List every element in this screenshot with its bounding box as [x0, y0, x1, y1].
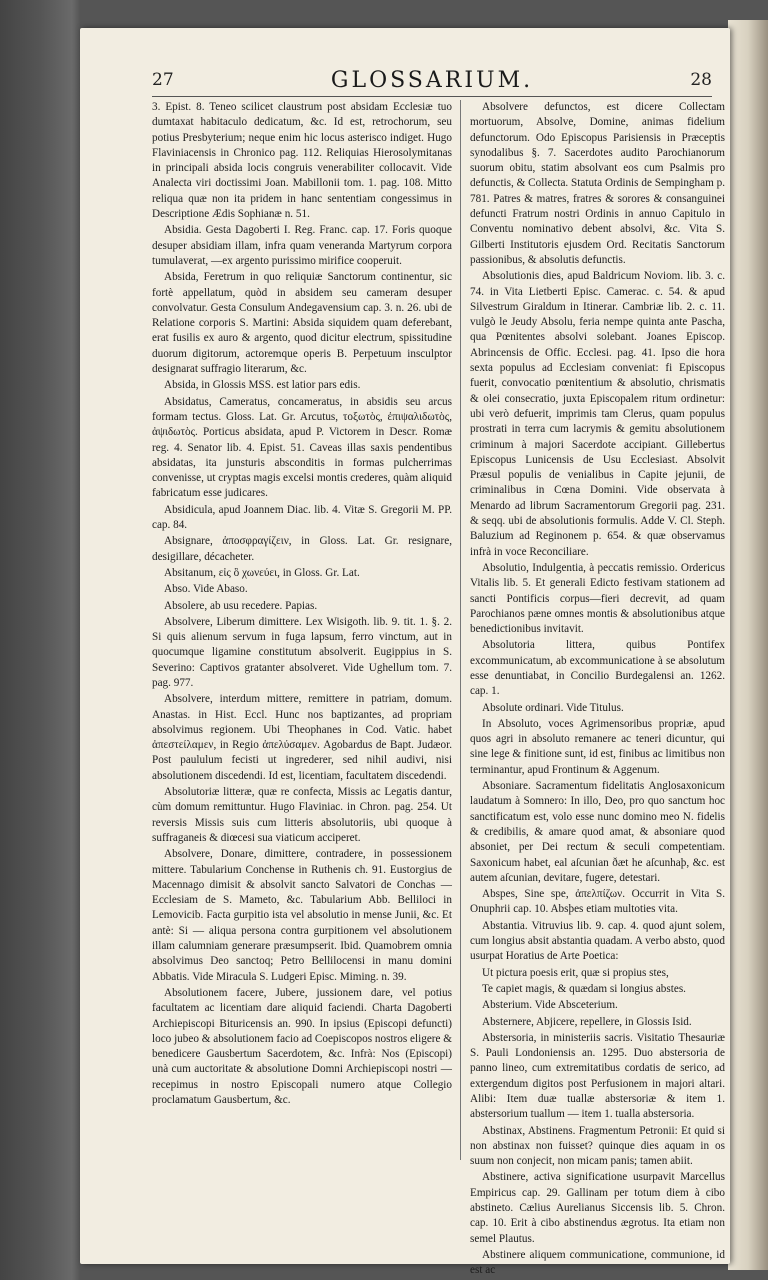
- page-number-left: 27: [152, 70, 174, 90]
- entry-paragraph: Abso. Vide Abaso.: [164, 583, 248, 596]
- right-column: [470, 100, 725, 1280]
- page-title: GLOSSARIUM.: [330, 68, 534, 93]
- entry-paragraph: Absternere, Abjicere, repellere, in Glossis Isid.: [482, 1015, 692, 1028]
- entry-paragraph: Abstersoria, in ministeriis sacris. Visitatio Thesauriæ S. Pauli Londoniensis an. 1295. Duo abstersoria de panno lineo, cum extremitatibus cordatis de serico, ad extergendum digitos post Perfusionem in majori altari. Alibi: Item duæ tuallæ abstersoriæ & item 1. abstersorium tuallum — item 1. tualla abstersoria.: [470, 1031, 725, 1121]
- left-column: [152, 100, 452, 1109]
- entry-paragraph: Absolvere, interdum mittere, remittere in patriam, domum. Anastas. in Hist. Eccl. Hunc nos baptizantes, ad propriam absolvimus regionem. Ubi Theophanes in Cod. Vatic. habet ἀπεστείλαμεν, in Regio ἀπελύσαμεν. Agobardus de Bapt. Judæor. Post paululum fecisti ut ingrederer, sed nihil audivi, nisi absolutionem discedendi. Id est, licentiam, facultatem discedendi.: [152, 693, 452, 782]
- next-page-edge: [728, 20, 768, 1270]
- entry-paragraph: Absitanum, εἰς ὃ χωνεύει, in Gloss. Gr. Lat.: [164, 566, 360, 579]
- running-header: [152, 68, 712, 98]
- entry-paragraph: Absolutoriæ litteræ, quæ re confecta, Missis ac Legatis dantur, cùm domum remittuntur. Hugo Flaviniac. in Chron. pag. 254. Ut reversis Missis suis cum litteris absolutoriis, ubi quoque à suffraganeis & diœcesi sua viaticum acciperet.: [152, 786, 452, 844]
- entry-paragraph: Absida, Feretrum in quo reliquiæ Sanctorum continentur, sic fortè appellatum, quòd in absidem seu cameram desuper convolvatur. Gesta Consulum Andegavensium cap. 3. n. 26. ubi de Relatione corporis S. Martini: Absida siquidem quam deferebant, erat fusilis ex auro & argento, quod dicitur electrum, spissitudine duorum digitorum, actoremque operis B. Perpetuum insculptor designarat suffragio literarum, &c.: [152, 271, 452, 376]
- entry-paragraph: Absolutionem facere, Jubere, jussionem dare, vel potius facultatem ac licentiam dare aliquid faciendi. Charta Dagoberti Archiepiscopi Bituricensis an. 990. In ipsius (Episcopi defuncti) loco jubeo & absolutionem facio ad Coepiscopos nostros eligere & benedicere Gausbertum Sacerdotem, &c. Infrà: Nos (Episcopi) unà cum auctoritate & absolutione Domni Archiepiscopi nostri — recepimus in nostro Episcopali numero atque Collegio proclamatum Gausbertum, &c.: [152, 986, 452, 1106]
- entry-paragraph: In Absoluto, voces Agrimensoribus propriæ, apud quos agri in absoluto remanere ac teneri dicuntur, qui sine lege & finitione sunt, id est, finibus ac limitibus non terminantur, apud Frontinum & Aggenum.: [470, 717, 725, 776]
- header-rule: [152, 96, 712, 97]
- entry-paragraph: 3. Epist. 8. Teneo scilicet claustrum post absidam Ecclesiæ tuo dumtaxat habitaculo dedicatum, &c. Id est, retrochorum, seu potius Presbyterium; neque enim hic locus asterisco indiget. Hugo Flaviniacensis in Chronico pag. 112. Reliquias Hierosolymitanas in principali absida locis congruis venerabiliter collocavit. Vide Analecta viri doctissimi Joan. Mabillonii tom. 1. pag. 108. Mitto reliqua quæ non ita pridem in hanc sententiam congessimus in Descriptione Ædis Sophianæ n. 51.: [152, 101, 452, 221]
- entry-paragraph: Absida, in Glossis MSS. est latior pars edis.: [164, 379, 361, 392]
- entry-paragraph: Absignare, ἀποσφραγίζειν, in Gloss. Lat. Gr. resignare, desigillare, décacheter.: [152, 535, 452, 563]
- entry-paragraph: Absterium. Vide Absceterium.: [482, 999, 618, 1012]
- entry-paragraph: Absolutio, Indulgentia, à peccatis remissio. Ordericus Vitalis lib. 5. Et generali Edicto festivam stationem ad sancti Pontificis corpus—fieri decrevit, ad quam Parochianos pæne omnes montis & absolutionibus atque benedictionibus invitavit.: [470, 561, 725, 636]
- entry-paragraph: Absolutoria littera, quibus Pontifex excommunicatum, ab excommunicatione à se absolutum esse denuntiabat, in Concilio Burdegalensi an. 1262. cap. 1.: [470, 639, 725, 698]
- entry-paragraph: Absolvere defunctos, est dicere Collectam mortuorum, Absolve, Domine, animas fidelium defunctorum. Odo Episcopus Parisiensis in Præceptis synodalibus §. 7. Sacerdotes audito Parochianorum suorum obitu, statim absolvant eos cum Psalmis pro defunctis, & Collecta. Statuta Ordinis de Sempingham p. 781. Patres & matres, fratres & sorores & consanguinei defuncti Fratrum nostri Ordinis in annuo Capitulo in Conventu nominativo debent absolvi, &c. Vita S. Gilberti Institutoris ejusdem Ord. Recitatis Sanctorum passionibus, & absolutis defunctis.: [470, 101, 725, 266]
- page-number-right: 28: [690, 70, 712, 90]
- entry-paragraph: Abstinax, Abstinens. Fragmentum Petronii: Et quid si non abstinax non fuisset? quinque dies aquam in os suum non conjecit, non micam panis; tamen abiit.: [470, 1124, 725, 1168]
- entry-paragraph: Absolute ordinari. Vide Titulus.: [482, 701, 624, 714]
- entry-paragraph: Absolvere, Liberum dimittere. Lex Wisigoth. lib. 9. tit. 1. §. 2. Si quis alienum servum in fuga lapsum, ferro vinctum, aut in quocumque ligamine constitutum absolverit. Eugippius in S. Severino: Captivos gratanter absolveret. Vide Ughellum tom. 7. pag. 977.: [152, 615, 452, 689]
- entry-paragraph: Absidia. Gesta Dagoberti I. Reg. Franc. cap. 17. Foris quoque desuper absidiam illam, infra quam veneranda Martyrum corpora tumulaverat, —ex argento purissimo mirifice cooperuit.: [152, 224, 452, 267]
- entry-paragraph: Abstinere, activa significatione usurpavit Marcellus Empiricus cap. 29. Gallinam per totum diem à cibo abstineto. Cælius Aurelianus Siccensis lib. 5. Chron. cap. 10. Erit à cibo abstinendus ægrotus. Ita etiam non semel Plautus.: [470, 1171, 725, 1245]
- entry-paragraph: Abstantia. Vitruvius lib. 9. cap. 4. quod ajunt solem, cum longius absit abstantia quadam. A verbo absto, quod usurpat Horatius de Arte Poetica:: [470, 919, 725, 963]
- entry-paragraph: Absoniare. Sacramentum fidelitatis Anglosaxonicum laudatum à Somnero: In illo, Deo, pro quo sanctum hoc sanctificatum est, volo esse nunc domino meo N. fidelis & credibilis, & amare quod amat, & absoniare quod absoniet, per Dei rectum & seculi competentiam. Saxonicum habet, eal aſcunian ðæt he aſcunhaþ, &c. est autem aſcunian, devitare, fugere, detestari.: [470, 780, 725, 884]
- verse-line: Ut pictura poesis erit, quæ si propius stes,: [482, 966, 669, 979]
- entry-paragraph: Absolere, ab usu recedere. Papias.: [164, 599, 318, 612]
- entry-paragraph: Absidicula, apud Joannem Diac. lib. 4. Vitæ S. Gregorii M. PP. cap. 84.: [152, 503, 452, 532]
- entry-paragraph: Absolvere, Donare, dimittere, contradere, in possessionem mittere. Tabularium Conchense in Ruthenis ch. 91. Eustorgius de Macennago dimisit & absolvit sancto Salvatori de Conchas — Ecclesiam de S. Mameto, &c. Tabularium Abb. Belliloci in Lemovicib. Facta gurpitio ista vel absolutio in mense Junii, &c. Et antè: Si — aliqua persona contra gurpitionem vel absolutionem illam calumniam generare præsumpserit. Ibid. Quamobrem omnia absolvimus Deo sanctoq; Petro Bellilocensi in manu domini Abbatis. Vide Miracula S. Ludgeri Episc. Miming. n. 39.: [152, 848, 452, 983]
- verse-line: Te capiet magis, & quædam si longius abstes.: [482, 982, 686, 995]
- entry-paragraph: Absidatus, Cameratus, concameratus, in absidis seu arcus formam tectus. Gloss. Lat. Gr. Arcutus, τοξωτὸς, ἐπιψαλιδωτὸς, ἁψιδωτὸς. Porticus absidata, apud P. Victorem in Descr. Romæ reg. 4. Senator lib. 4. Epist. 51. Caveas illas saxis pendentibus absidatas, ita junsturis absconditis in formas pulcherrimas convenisse, ut cryptas magis excelsi montis crederes, quàm aliquid fabricatum esse judicares.: [152, 395, 452, 500]
- entry-paragraph: Abspes, Sine spe, ἀπελπίζων. Occurrit in Vita S. Onuphrii cap. 10. Absþes etiam multoties vita.: [470, 888, 725, 916]
- entry-paragraph: Abstinere aliquem communicatione, communione, id est ac: [470, 1248, 725, 1277]
- column-divider: [460, 100, 461, 1160]
- entry-paragraph: Absolutionis dies, apud Baldricum Noviom. lib. 3. c. 74. in Vita Lietberti Episc. Camerac. c. 54. & apud Silvestrum Giraldum in Itinerar. Cambriæ lib. 2. c. 11. vulgò le Jeudy Absolu, feria nempe quinta ante Pascha, qua Pœnitentes absolvi solebant. Joanes Episcop. Abrincensis de Offic. Ecclesi. pag. 41. Ipso die hora sexta populus ad Ecclesiam conveniat: fi Episcopus fuerit, convocatio pœnitentium & absolutio, chrismatis & olei consecratio, juxta Episcopalem ritum ordinetur: ubi verò defuerit, imprimis tam Clerus, quam populus prostrati in terra cum lacrymis & gemitu absolutionem criminum à majori Sacerdote accipiant. Gillebertus Episcopus Lunicensis de Usu Ecclesiast. Absolvit Præsul populis de venialibus in Capite jejunii, de criminalibus in Cœna Domini. Vide observata à Menardo ad librum Sacramentorum Gregorii pag. 231. & seqq. ubi de absolutionis formulis. Adde V. Cl. Steph. Baluzium ad Reginonem p. 654. & quæ observamus infrà in voce Reconciliare.: [470, 270, 725, 558]
